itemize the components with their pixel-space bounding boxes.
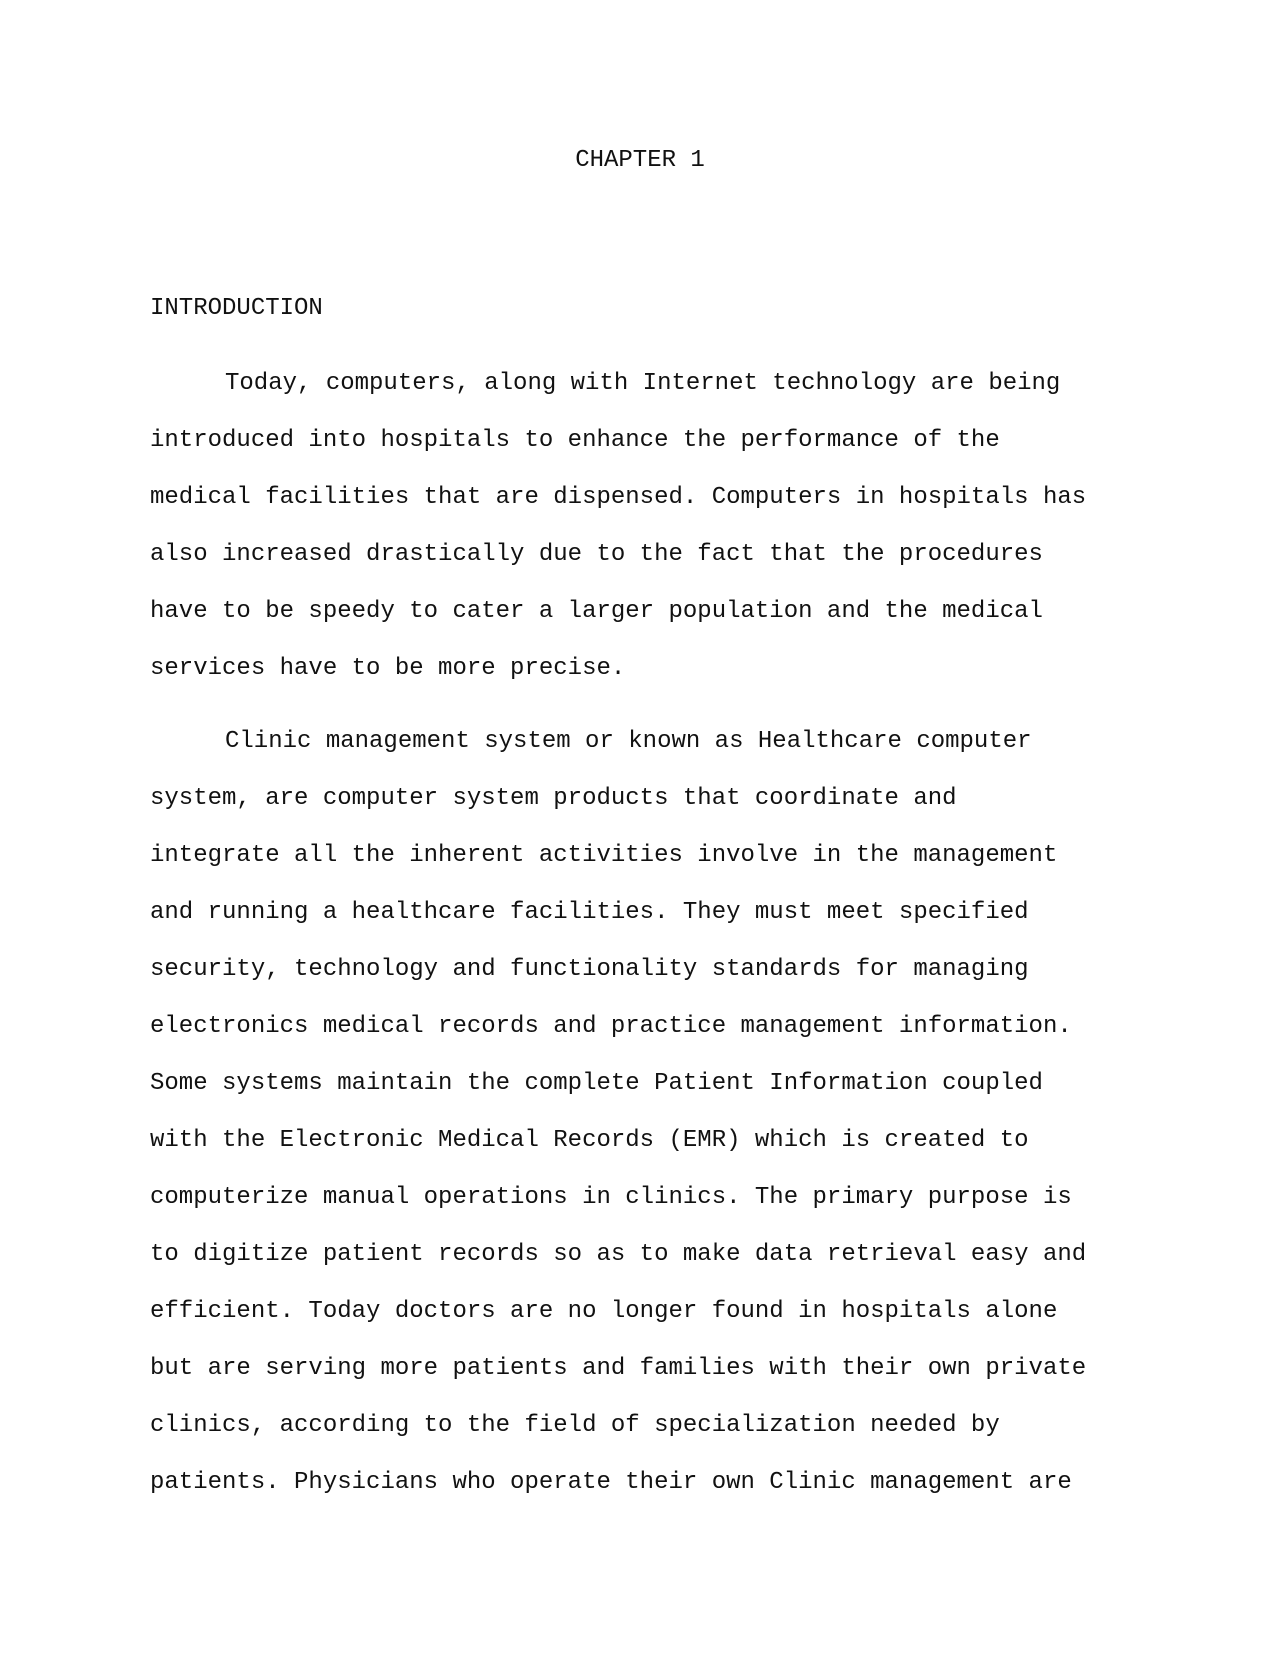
chapter-title: CHAPTER 1 — [575, 147, 705, 174]
paragraph-line: with the Electronic Medical Records (EMR) which is created to — [150, 1127, 1029, 1154]
paragraph-line: integrate all the inherent activities involve in the management — [150, 842, 1058, 869]
paragraph-line: Clinic management system or known as Healthcare computer — [225, 728, 1032, 755]
paragraph — [150, 369, 1086, 711]
paragraph-line: efficient. Today doctors are no longer found in hospitals alone — [150, 1298, 1058, 1325]
paragraph-line: services have to be more precise. — [150, 655, 626, 682]
paragraph-line: medical facilities that are dispensed. Computers in hospitals has — [150, 484, 1087, 511]
paragraph-line: Today, computers, along with Internet technology are being — [225, 370, 1061, 397]
paragraph-line: but are serving more patients and families with their own private — [150, 1355, 1087, 1382]
paragraph-line: to digitize patient records so as to make data retrieval easy and — [150, 1241, 1087, 1268]
paragraph-line: patients. Physicians who operate their own Clinic management are — [150, 1469, 1072, 1496]
paragraph-line: system, are computer system products that coordinate and — [150, 785, 957, 812]
paragraph-line: Some systems maintain the complete Patient Information coupled — [150, 1070, 1043, 1097]
paragraph-line: electronics medical records and practice management information. — [150, 1013, 1072, 1040]
paragraph-line: and running a healthcare facilities. They must meet specified — [150, 899, 1029, 926]
paragraph-line: have to be speedy to cater a larger population and the medical — [150, 598, 1043, 625]
paragraph-line: computerize manual operations in clinics. The primary purpose is — [150, 1184, 1072, 1211]
paragraph — [150, 727, 1086, 1525]
paragraph-line: introduced into hospitals to enhance the performance of the — [150, 427, 1000, 454]
section-heading: INTRODUCTION — [150, 295, 323, 322]
paragraph-line: also increased drastically due to the fact that the procedures — [150, 541, 1043, 568]
paragraph-line: security, technology and functionality standards for managing — [150, 956, 1029, 983]
paragraph-line: clinics, according to the field of specialization needed by — [150, 1412, 1000, 1439]
